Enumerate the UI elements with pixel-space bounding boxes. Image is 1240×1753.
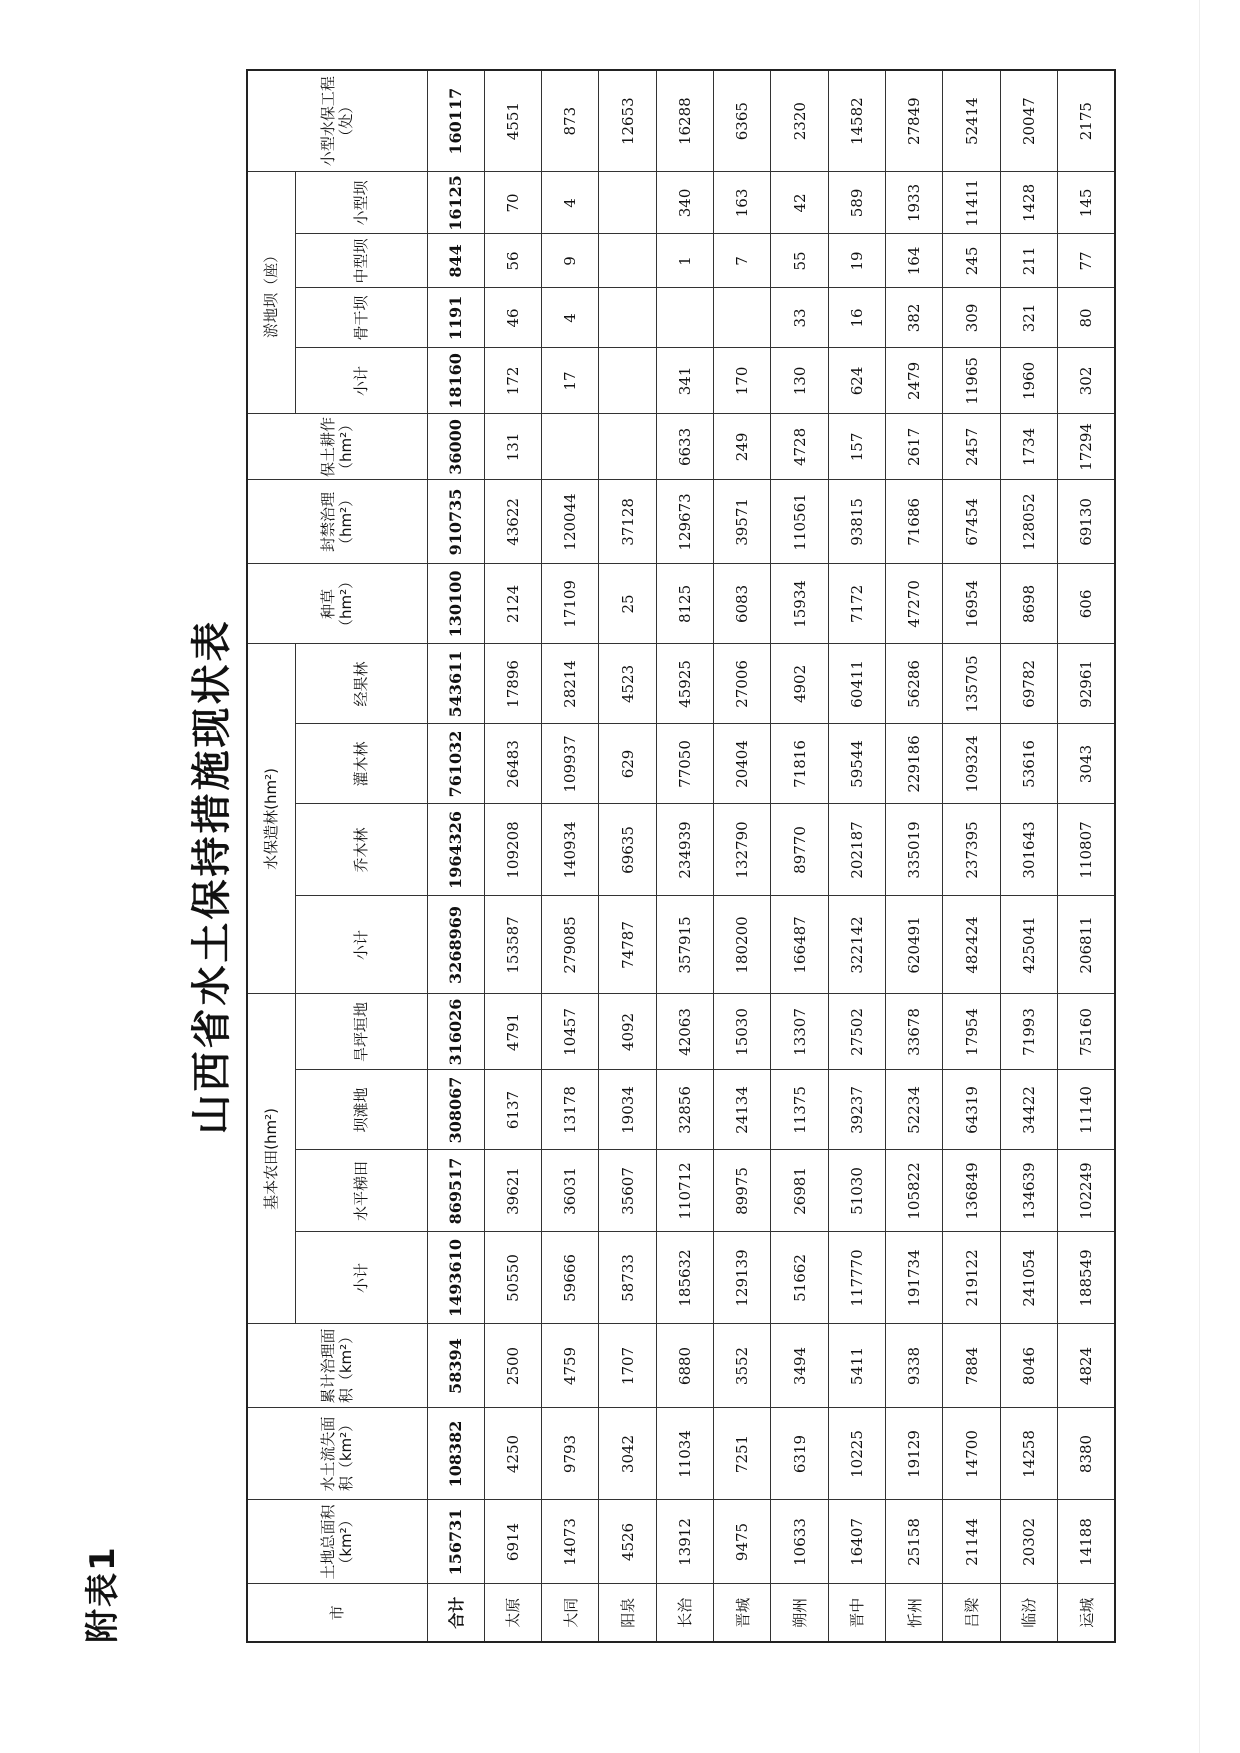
cell-forest-subtotal: 620491 xyxy=(886,896,943,994)
cell-forest-fruit: 543611 xyxy=(427,644,484,724)
cell-closure: 71686 xyxy=(886,480,943,564)
table-row xyxy=(1000,70,1057,1642)
cell-forest-fruit: 4523 xyxy=(599,644,656,724)
cell-farmland-subtotal: 188549 xyxy=(1058,1232,1115,1324)
cell-farmland-terrace: 869517 xyxy=(427,1150,484,1232)
cell-small-works: 20047 xyxy=(1000,70,1057,172)
cell-dam-medium: 245 xyxy=(943,234,1000,288)
appendix-label: 附表1 xyxy=(83,1545,123,1643)
cell-farmland-dam: 11140 xyxy=(1058,1070,1115,1150)
cell-farmland-dam: 39237 xyxy=(828,1070,885,1150)
cell-closure: 39571 xyxy=(714,480,771,564)
cell-dam-medium: 7 xyxy=(714,234,771,288)
cell-dam-medium: 1 xyxy=(656,234,713,288)
cell-dam-medium: 844 xyxy=(427,234,484,288)
header-farmland-dry: 旱坪垣地 xyxy=(295,994,427,1070)
cell-dam-subtotal: 17 xyxy=(542,348,599,414)
cell-tillage xyxy=(542,414,599,480)
cell-dam-subtotal: 624 xyxy=(828,348,885,414)
cell-dam-small: 589 xyxy=(828,172,885,234)
cell-erosion-area: 10225 xyxy=(828,1408,885,1500)
cell-farmland-dry: 13307 xyxy=(771,994,828,1070)
cell-city: 长治 xyxy=(656,1584,713,1642)
cell-dam-subtotal: 2479 xyxy=(886,348,943,414)
cell-erosion-area: 9793 xyxy=(542,1408,599,1500)
document-title: 山西省水土保持措施现状表 xyxy=(189,618,235,1135)
cell-farmland-terrace: 105822 xyxy=(886,1150,943,1232)
cell-forest-tree: 140934 xyxy=(542,804,599,896)
cell-forest-tree: 335019 xyxy=(886,804,943,896)
cell-farmland-subtotal: 50550 xyxy=(484,1232,541,1324)
cell-dam-small: 70 xyxy=(484,172,541,234)
cell-forest-subtotal: 153587 xyxy=(484,896,541,994)
cell-farmland-terrace: 39621 xyxy=(484,1150,541,1232)
header-dam-subtotal: 小计 xyxy=(295,348,427,414)
cell-forest-shrub: 761032 xyxy=(427,724,484,804)
cell-small-works: 160117 xyxy=(427,70,484,172)
cell-forest-shrub: 3043 xyxy=(1058,724,1115,804)
cell-farmland-dam: 19034 xyxy=(599,1070,656,1150)
cell-treated-area: 8046 xyxy=(1000,1324,1057,1408)
cell-land-area: 25158 xyxy=(886,1500,943,1584)
cell-farmland-dam: 11375 xyxy=(771,1070,828,1150)
header-tillage: 保土耕作（hm²） xyxy=(247,414,427,480)
cell-treated-area: 6880 xyxy=(656,1324,713,1408)
cell-closure: 67454 xyxy=(943,480,1000,564)
cell-forest-shrub: 109324 xyxy=(943,724,1000,804)
cell-small-works: 14582 xyxy=(828,70,885,172)
cell-farmland-terrace: 26981 xyxy=(771,1150,828,1232)
cell-forest-tree: 69635 xyxy=(599,804,656,896)
cell-land-area: 10633 xyxy=(771,1500,828,1584)
cell-farmland-subtotal: 59666 xyxy=(542,1232,599,1324)
cell-dam-subtotal: 18160 xyxy=(427,348,484,414)
table-body xyxy=(427,70,1115,1642)
cell-forest-shrub: 26483 xyxy=(484,724,541,804)
cell-forest-subtotal: 74787 xyxy=(599,896,656,994)
cell-forest-tree: 202187 xyxy=(828,804,885,896)
cell-city: 吕梁 xyxy=(943,1584,1000,1642)
cell-small-works: 27849 xyxy=(886,70,943,172)
table-row xyxy=(714,70,771,1642)
cell-tillage: 2617 xyxy=(886,414,943,480)
cell-forest-fruit: 92961 xyxy=(1058,644,1115,724)
cell-farmland-dry: 15030 xyxy=(714,994,771,1070)
cell-erosion-area: 108382 xyxy=(427,1408,484,1500)
cell-treated-area: 7884 xyxy=(943,1324,1000,1408)
cell-forest-subtotal: 357915 xyxy=(656,896,713,994)
table-row xyxy=(542,70,599,1642)
cell-land-area: 16407 xyxy=(828,1500,885,1584)
cell-dam-small: 42 xyxy=(771,172,828,234)
cell-dam-backbone: 4 xyxy=(542,288,599,348)
cell-forest-tree: 234939 xyxy=(656,804,713,896)
cell-dam-small: 4 xyxy=(542,172,599,234)
cell-land-area: 14188 xyxy=(1058,1500,1115,1584)
cell-erosion-area: 11034 xyxy=(656,1408,713,1500)
cell-farmland-terrace: 136849 xyxy=(943,1150,1000,1232)
cell-land-area: 9475 xyxy=(714,1500,771,1584)
cell-dam-small: 16125 xyxy=(427,172,484,234)
cell-closure: 129673 xyxy=(656,480,713,564)
cell-forest-subtotal: 425041 xyxy=(1000,896,1057,994)
cell-small-works: 6365 xyxy=(714,70,771,172)
cell-erosion-area: 14258 xyxy=(1000,1408,1057,1500)
cell-grass: 6083 xyxy=(714,564,771,644)
cell-dam-small: 1428 xyxy=(1000,172,1057,234)
table-row xyxy=(943,70,1000,1642)
table-row xyxy=(656,70,713,1642)
cell-tillage: 17294 xyxy=(1058,414,1115,480)
cell-dam-backbone xyxy=(656,288,713,348)
cell-forest-fruit: 28214 xyxy=(542,644,599,724)
cell-forest-shrub: 71816 xyxy=(771,724,828,804)
cell-farmland-subtotal: 219122 xyxy=(943,1232,1000,1324)
cell-erosion-area: 3042 xyxy=(599,1408,656,1500)
cell-farmland-subtotal: 58733 xyxy=(599,1232,656,1324)
cell-farmland-dry: 42063 xyxy=(656,994,713,1070)
cell-erosion-area: 19129 xyxy=(886,1408,943,1500)
cell-dam-subtotal: 130 xyxy=(771,348,828,414)
cell-farmland-dam: 24134 xyxy=(714,1070,771,1150)
cell-farmland-dam: 308067 xyxy=(427,1070,484,1150)
cell-farmland-dam: 13178 xyxy=(542,1070,599,1150)
table-row xyxy=(886,70,943,1642)
cell-farmland-subtotal: 51662 xyxy=(771,1232,828,1324)
table-row xyxy=(484,70,541,1642)
cell-city: 太原 xyxy=(484,1584,541,1642)
cell-dam-small: 145 xyxy=(1058,172,1115,234)
cell-forest-tree: 301643 xyxy=(1000,804,1057,896)
cell-tillage: 4728 xyxy=(771,414,828,480)
cell-city: 朔州 xyxy=(771,1584,828,1642)
cell-dam-subtotal: 172 xyxy=(484,348,541,414)
cell-small-works: 16288 xyxy=(656,70,713,172)
cell-erosion-area: 8380 xyxy=(1058,1408,1115,1500)
cell-farmland-subtotal: 117770 xyxy=(828,1232,885,1324)
cell-dam-subtotal: 170 xyxy=(714,348,771,414)
cell-farmland-dam: 32856 xyxy=(656,1070,713,1150)
cell-tillage: 249 xyxy=(714,414,771,480)
cell-forest-shrub: 53616 xyxy=(1000,724,1057,804)
header-forest-group: 水保造林(hm²) xyxy=(247,644,295,994)
cell-tillage: 157 xyxy=(828,414,885,480)
cell-dam-small xyxy=(599,172,656,234)
cell-treated-area: 3552 xyxy=(714,1324,771,1408)
cell-city: 忻州 xyxy=(886,1584,943,1642)
cell-dam-medium xyxy=(599,234,656,288)
header-forest-tree: 乔木林 xyxy=(295,804,427,896)
cell-dam-backbone: 33 xyxy=(771,288,828,348)
header-erosion-area: 水土流失面积（km²） xyxy=(247,1408,427,1500)
cell-dam-backbone: 309 xyxy=(943,288,1000,348)
cell-erosion-area: 14700 xyxy=(943,1408,1000,1500)
cell-dam-small: 163 xyxy=(714,172,771,234)
cell-closure: 120044 xyxy=(542,480,599,564)
header-treated-area: 累计治理面积（km²） xyxy=(247,1324,427,1408)
cell-closure: 128052 xyxy=(1000,480,1057,564)
cell-farmland-dry: 4791 xyxy=(484,994,541,1070)
header-dam-small: 小型坝 xyxy=(295,172,427,234)
cell-forest-shrub: 629 xyxy=(599,724,656,804)
cell-dam-backbone xyxy=(714,288,771,348)
cell-farmland-dam: 64319 xyxy=(943,1070,1000,1150)
cell-forest-tree: 110807 xyxy=(1058,804,1115,896)
header-forest-subtotal: 小计 xyxy=(295,896,427,994)
cell-treated-area: 1707 xyxy=(599,1324,656,1408)
cell-dam-small: 11411 xyxy=(943,172,1000,234)
cell-forest-fruit: 135705 xyxy=(943,644,1000,724)
cell-farmland-dam: 52234 xyxy=(886,1070,943,1150)
cell-farmland-subtotal: 129139 xyxy=(714,1232,771,1324)
cell-dam-subtotal: 302 xyxy=(1058,348,1115,414)
cell-farmland-dry: 27502 xyxy=(828,994,885,1070)
cell-farmland-terrace: 51030 xyxy=(828,1150,885,1232)
cell-city: 晋城 xyxy=(714,1584,771,1642)
cell-land-area: 4526 xyxy=(599,1500,656,1584)
cell-dam-medium: 211 xyxy=(1000,234,1057,288)
cell-closure: 37128 xyxy=(599,480,656,564)
cell-grass: 606 xyxy=(1058,564,1115,644)
cell-forest-fruit: 56286 xyxy=(886,644,943,724)
cell-erosion-area: 7251 xyxy=(714,1408,771,1500)
cell-farmland-terrace: 35607 xyxy=(599,1150,656,1232)
cell-farmland-dry: 71993 xyxy=(1000,994,1057,1070)
cell-treated-area: 4759 xyxy=(542,1324,599,1408)
cell-grass: 8698 xyxy=(1000,564,1057,644)
cell-city: 运城 xyxy=(1058,1584,1115,1642)
header-forest-fruit: 经果林 xyxy=(295,644,427,724)
cell-grass: 17109 xyxy=(542,564,599,644)
cell-farmland-dry: 75160 xyxy=(1058,994,1115,1070)
cell-small-works: 4551 xyxy=(484,70,541,172)
conservation-table xyxy=(246,69,1116,1643)
cell-dam-subtotal: 1960 xyxy=(1000,348,1057,414)
header-dam-group: 淤地坝（座） xyxy=(247,172,295,414)
cell-farmland-dry: 4092 xyxy=(599,994,656,1070)
cell-tillage: 2457 xyxy=(943,414,1000,480)
cell-land-area: 156731 xyxy=(427,1500,484,1584)
cell-farmland-dry: 17954 xyxy=(943,994,1000,1070)
cell-forest-tree: 237395 xyxy=(943,804,1000,896)
cell-farmland-terrace: 102249 xyxy=(1058,1150,1115,1232)
cell-forest-fruit: 69782 xyxy=(1000,644,1057,724)
cell-forest-shrub: 229186 xyxy=(886,724,943,804)
cell-tillage: 36000 xyxy=(427,414,484,480)
cell-farmland-terrace: 89975 xyxy=(714,1150,771,1232)
cell-tillage: 6633 xyxy=(656,414,713,480)
cell-dam-subtotal: 11965 xyxy=(943,348,1000,414)
header-city: 市 xyxy=(247,1584,427,1642)
cell-farmland-dry: 33678 xyxy=(886,994,943,1070)
cell-city: 大同 xyxy=(542,1584,599,1642)
cell-forest-fruit: 60411 xyxy=(828,644,885,724)
cell-closure: 43622 xyxy=(484,480,541,564)
cell-forest-fruit: 45925 xyxy=(656,644,713,724)
cell-farmland-subtotal: 241054 xyxy=(1000,1232,1057,1324)
cell-farmland-dam: 34422 xyxy=(1000,1070,1057,1150)
cell-grass: 130100 xyxy=(427,564,484,644)
cell-forest-subtotal: 180200 xyxy=(714,896,771,994)
header-dam-medium: 中型坝 xyxy=(295,234,427,288)
cell-dam-small: 1933 xyxy=(886,172,943,234)
cell-city: 晋中 xyxy=(828,1584,885,1642)
cell-grass: 2124 xyxy=(484,564,541,644)
table-row xyxy=(599,70,656,1642)
cell-farmland-terrace: 110712 xyxy=(656,1150,713,1232)
cell-forest-tree: 109208 xyxy=(484,804,541,896)
cell-treated-area: 9338 xyxy=(886,1324,943,1408)
cell-treated-area: 2500 xyxy=(484,1324,541,1408)
cell-forest-shrub: 109937 xyxy=(542,724,599,804)
cell-tillage: 131 xyxy=(484,414,541,480)
cell-city: 合计 xyxy=(427,1584,484,1642)
cell-dam-backbone: 80 xyxy=(1058,288,1115,348)
cell-grass: 15934 xyxy=(771,564,828,644)
header-forest-shrub: 灌木林 xyxy=(295,724,427,804)
cell-grass: 8125 xyxy=(656,564,713,644)
header-closure: 封禁治理（hm²） xyxy=(247,480,427,564)
cell-dam-backbone: 382 xyxy=(886,288,943,348)
cell-treated-area: 58394 xyxy=(427,1324,484,1408)
cell-closure: 93815 xyxy=(828,480,885,564)
header-farmland-dam: 坝滩地 xyxy=(295,1070,427,1150)
cell-dam-backbone: 321 xyxy=(1000,288,1057,348)
cell-farmland-terrace: 134639 xyxy=(1000,1150,1057,1232)
cell-dam-medium: 55 xyxy=(771,234,828,288)
cell-closure: 69130 xyxy=(1058,480,1115,564)
cell-land-area: 21144 xyxy=(943,1500,1000,1584)
cell-grass: 25 xyxy=(599,564,656,644)
table-row xyxy=(828,70,885,1642)
cell-treated-area: 4824 xyxy=(1058,1324,1115,1408)
cell-farmland-dry: 10457 xyxy=(542,994,599,1070)
header-farmland-group: 基本农田(hm²) xyxy=(247,994,295,1324)
cell-small-works: 873 xyxy=(542,70,599,172)
cell-city: 阳泉 xyxy=(599,1584,656,1642)
cell-closure: 110561 xyxy=(771,480,828,564)
cell-closure: 910735 xyxy=(427,480,484,564)
cell-forest-shrub: 20404 xyxy=(714,724,771,804)
cell-treated-area: 5411 xyxy=(828,1324,885,1408)
cell-land-area: 14073 xyxy=(542,1500,599,1584)
cell-land-area: 6914 xyxy=(484,1500,541,1584)
cell-land-area: 20302 xyxy=(1000,1500,1057,1584)
cell-tillage: 1734 xyxy=(1000,414,1057,480)
cell-small-works: 2175 xyxy=(1058,70,1115,172)
cell-dam-subtotal xyxy=(599,348,656,414)
cell-dam-small: 340 xyxy=(656,172,713,234)
cell-forest-shrub: 59544 xyxy=(828,724,885,804)
cell-forest-subtotal: 482424 xyxy=(943,896,1000,994)
cell-land-area: 13912 xyxy=(656,1500,713,1584)
cell-dam-backbone: 1191 xyxy=(427,288,484,348)
cell-dam-medium: 56 xyxy=(484,234,541,288)
cell-forest-tree: 89770 xyxy=(771,804,828,896)
cell-dam-backbone: 46 xyxy=(484,288,541,348)
cell-forest-tree: 132790 xyxy=(714,804,771,896)
header-dam-backbone: 骨干坝 xyxy=(295,288,427,348)
cell-small-works: 52414 xyxy=(943,70,1000,172)
cell-forest-subtotal: 279085 xyxy=(542,896,599,994)
cell-small-works: 12653 xyxy=(599,70,656,172)
cell-forest-subtotal: 206811 xyxy=(1058,896,1115,994)
cell-farmland-subtotal: 1493610 xyxy=(427,1232,484,1324)
cell-small-works: 2320 xyxy=(771,70,828,172)
header-small-works: 小型水保工程（处） xyxy=(247,70,427,172)
table-row xyxy=(771,70,828,1642)
cell-forest-fruit: 4902 xyxy=(771,644,828,724)
cell-dam-medium: 9 xyxy=(542,234,599,288)
header-land-area: 土地总面积（km²） xyxy=(247,1500,427,1584)
cell-dam-medium: 19 xyxy=(828,234,885,288)
cell-dam-backbone: 16 xyxy=(828,288,885,348)
cell-erosion-area: 4250 xyxy=(484,1408,541,1500)
cell-farmland-subtotal: 185632 xyxy=(656,1232,713,1324)
cell-forest-subtotal: 3268969 xyxy=(427,896,484,994)
cell-dam-medium: 164 xyxy=(886,234,943,288)
cell-forest-subtotal: 166487 xyxy=(771,896,828,994)
cell-forest-fruit: 17896 xyxy=(484,644,541,724)
cell-farmland-terrace: 36031 xyxy=(542,1150,599,1232)
cell-forest-shrub: 77050 xyxy=(656,724,713,804)
header-farmland-subtotal: 小计 xyxy=(295,1232,427,1324)
header-farmland-terrace: 水平梯田 xyxy=(295,1150,427,1232)
table-row xyxy=(1058,70,1115,1642)
cell-city: 临汾 xyxy=(1000,1584,1057,1642)
cell-dam-medium: 77 xyxy=(1058,234,1115,288)
cell-treated-area: 3494 xyxy=(771,1324,828,1408)
cell-dam-backbone xyxy=(599,288,656,348)
cell-erosion-area: 6319 xyxy=(771,1408,828,1500)
cell-grass: 16954 xyxy=(943,564,1000,644)
cell-grass: 47270 xyxy=(886,564,943,644)
header-grass: 种草（hm²） xyxy=(247,564,427,644)
cell-farmland-dry: 316026 xyxy=(427,994,484,1070)
cell-tillage xyxy=(599,414,656,480)
table-row-total xyxy=(427,70,484,1642)
cell-grass: 7172 xyxy=(828,564,885,644)
cell-forest-tree: 1964326 xyxy=(427,804,484,896)
cell-forest-fruit: 27006 xyxy=(714,644,771,724)
cell-farmland-dam: 6137 xyxy=(484,1070,541,1150)
cell-farmland-subtotal: 191734 xyxy=(886,1232,943,1324)
cell-dam-subtotal: 341 xyxy=(656,348,713,414)
cell-forest-subtotal: 322142 xyxy=(828,896,885,994)
